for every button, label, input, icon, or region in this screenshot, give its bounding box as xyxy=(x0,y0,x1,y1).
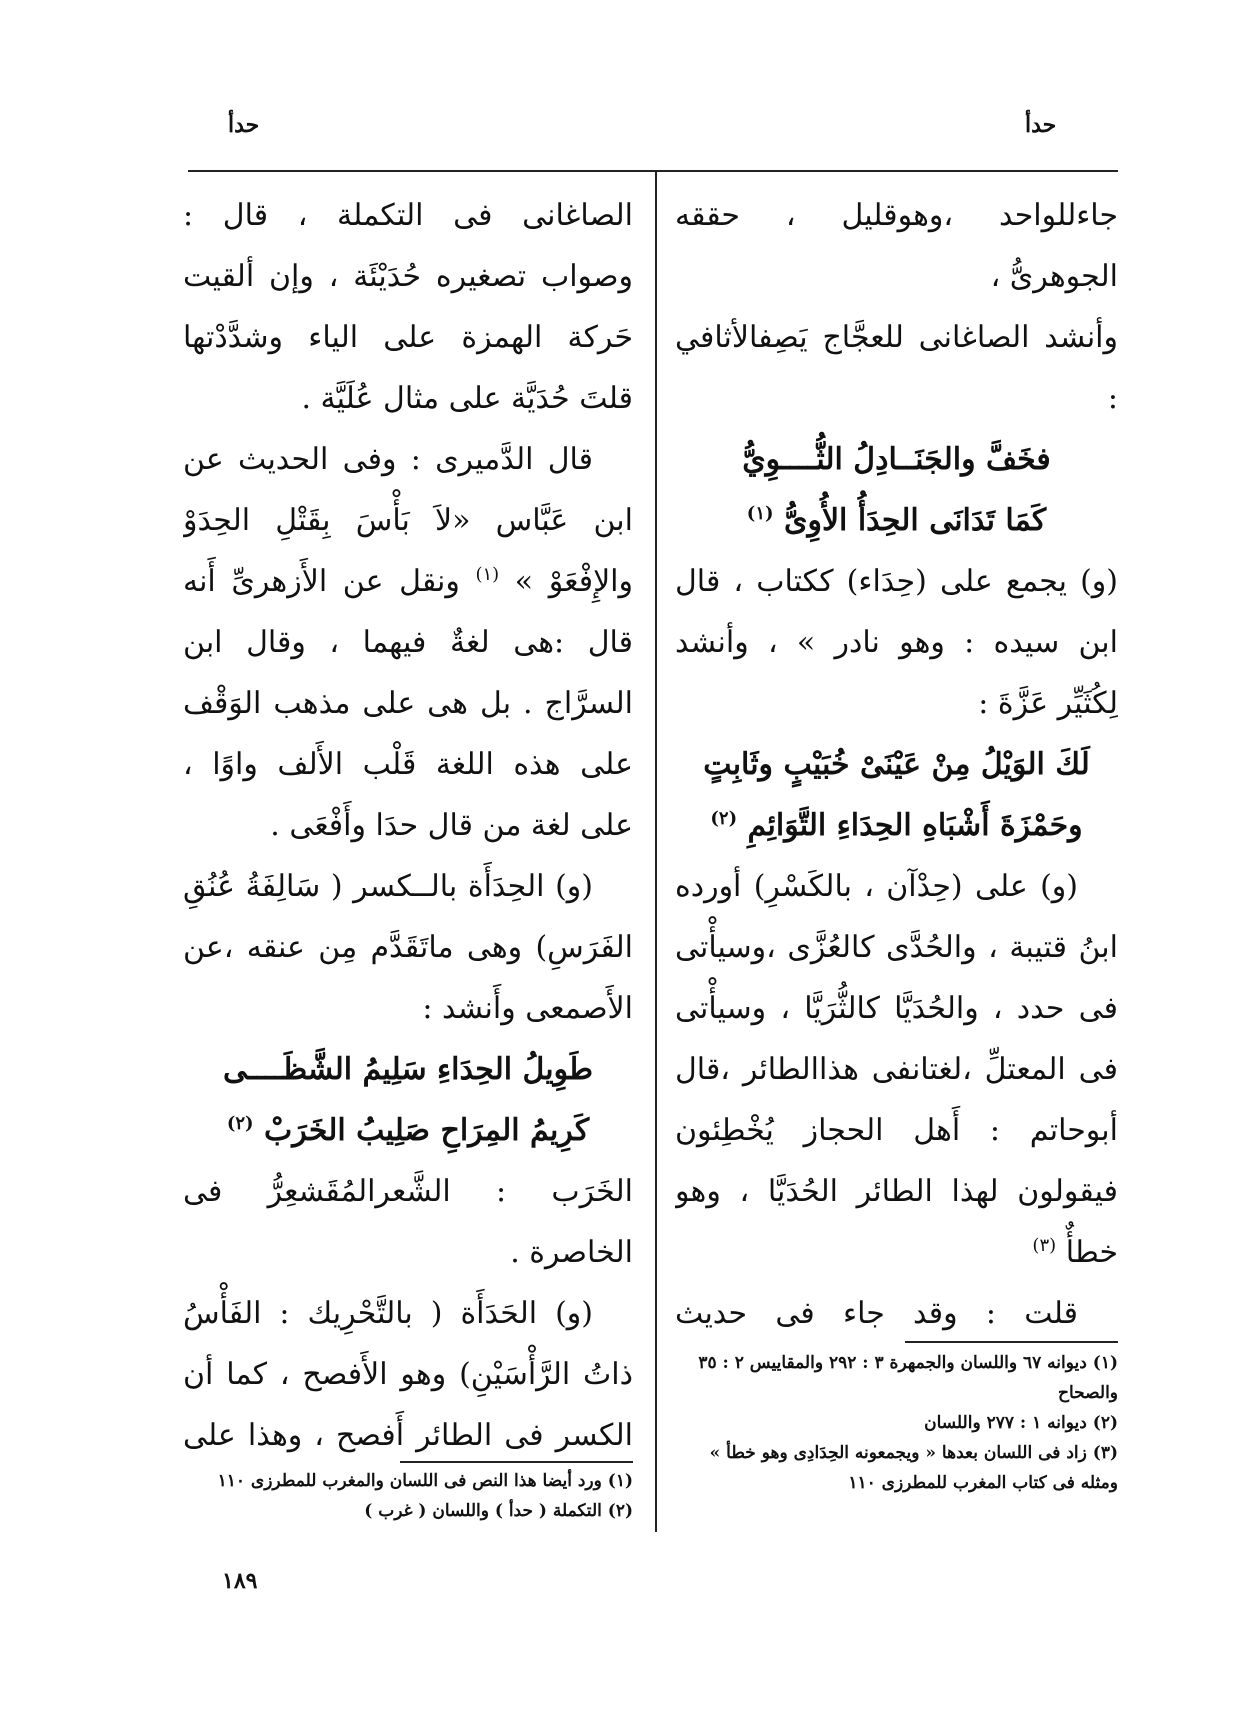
verse-line xyxy=(675,490,1118,551)
paragraph-text: (و) على (حِدْآن ، بالكَسْرِ) أورده ابنُ قتيبة ، والحُدَّى كالعُزَّى ،وسيأْتى فى حدد ، والحُدَيَّا كالثُّرَيَّا ، وسيأْتى فى المعتلِّ ،لغتانفى هذاالطائر ،قال أبوحاتم : أَهل الحجاز يُخْطِئون فيقولون لهذا الطائر الحُدَيَّا ، وهو خطأٌ xyxy=(675,869,1118,1270)
footnote: (٢) التكملة ( حدأ ) واللسان ( غرب ) xyxy=(364,1501,633,1521)
footnote-marker: (٢) xyxy=(710,808,738,829)
verse-text: كَرِيمُ المِرَاحِ صَلِيبُ الخَرَبْ xyxy=(264,1113,590,1148)
footnote: (١) ديوانه ٦٧ واللسان والجمهرة ٣ : ٢٩٢ والمقاييس ٢ : ٣٥ والصحاح xyxy=(698,1353,1118,1403)
footnote-marker: (٣) xyxy=(1032,1235,1057,1256)
running-header-left: حدأ xyxy=(228,112,260,138)
verse-line: لَكَ الوَيْلُ مِنْ عَيْنَىْ خُبَيْبٍ وثَابِتٍ xyxy=(703,747,1090,782)
left-footnotes xyxy=(183,1466,633,1526)
footnote: (٣) زاد فى اللسان بعدها « ويجمعونه الحِدَادِى وهو خطأ » ومثله فى كتاب المغرب للمطرزى ١١٠ xyxy=(709,1443,1118,1493)
verse-line xyxy=(675,795,1118,856)
footnote-marker: (١) xyxy=(475,564,500,585)
left-column xyxy=(183,185,633,1455)
paragraph: الخَرَب : الشَّعرالمُقَشعِرُّ فى الخاصرة . xyxy=(183,1174,633,1270)
right-footnotes xyxy=(675,1348,1118,1498)
footnote-marker: (٢) xyxy=(226,1113,254,1134)
right-column xyxy=(675,185,1118,1335)
paragraph-text: قال الدَّميرى : وفى الحديث عن ابن عَبَّاس «لاَ بَأْسَ بِقَتْلِ الحِدَوْ والإِفْعَوْ » xyxy=(183,442,633,599)
paragraph: (و) الحِدَأَة بالــكسر ( سَالِفَةُ عُنُقِ الفَرَسِ) وهى ماتَقَدَّم مِن عنقه ،عن الأَصمعى وأَنشد : xyxy=(183,869,633,1026)
verse-line: طَوِيلُ الحِدَاءِ سَلِيمُ الشَّظَــــى xyxy=(223,1052,593,1087)
verse-line: فخَفَّ والجَنَــادِلُ الثُّــــوِيُّ xyxy=(742,442,1051,477)
verse-line xyxy=(183,1100,633,1161)
header-rule xyxy=(188,170,1118,172)
running-header-right: حدأ xyxy=(1025,112,1057,138)
footnote: (١) ورد أيضا هذا النص فى اللسان والمغرب للمطرزى ١١٠ xyxy=(217,1471,633,1491)
paragraph: قلت : وقد جاء فى حديث xyxy=(675,1296,1078,1331)
paragraph: (و) يجمع على (حِدَاء) ككتاب ، قال ابن سيده : وهو نادر » ، وأنشد لِكُثَيِّر عَزَّةَ : xyxy=(675,564,1118,721)
footnote-rule xyxy=(400,1461,633,1463)
paragraph xyxy=(183,429,633,856)
paragraph xyxy=(675,856,1118,1283)
paragraph-text: ونقل عن الأَزهرىِّ أَنه قال :هى لغةٌ فيهما ، وقال ابن السرَّاج . بل هى على مذهب الوَقْف على هذه اللغة قَلْب الأَلف واوًا ، على لغة من قال حدَا وأَفْعَى . xyxy=(183,564,633,843)
text-line: وأنشد الصاغانى للعجَّاج يَصِفالأثافي : xyxy=(675,320,1118,416)
paragraph: الصاغانى فى التكملة ، قال : وصواب تصغيره حُدَيْئَة ، وإن ألقيت حَركة الهمزة على الياء وشدَّدْتها قلتَ حُدَيَّة على مثال عُلَيَّة . xyxy=(183,198,633,416)
verse-text: كَمَا تَدَانَى الحِدَأُ الأُوِىُّ xyxy=(783,503,1047,538)
text-line: جاءللواحد ،وهوقليل ، حققه الجوهرىُّ ، xyxy=(675,198,1118,294)
footnote-rule xyxy=(905,1341,1118,1343)
footnote: (٢) ديوانه ١ : ٢٧٧ واللسان xyxy=(924,1413,1118,1433)
column-divider xyxy=(655,172,657,1532)
paragraph: (و) الحَدَأَة ( بالتَّحْرِيك : الفَأْسُ ذاتُ الرَّأْسَيْنِ) وهو الأَفصح ، كما أن الكسر فى الطائر أَفصح ، وهذا على xyxy=(183,1296,633,1453)
verse-text: وحَمْزَةَ أَشْبَاهِ الحِدَاءِ التَّوَائِمِ xyxy=(747,808,1083,843)
page-number: ١٨٩ xyxy=(222,1568,258,1594)
footnote-marker: (١) xyxy=(746,503,774,524)
